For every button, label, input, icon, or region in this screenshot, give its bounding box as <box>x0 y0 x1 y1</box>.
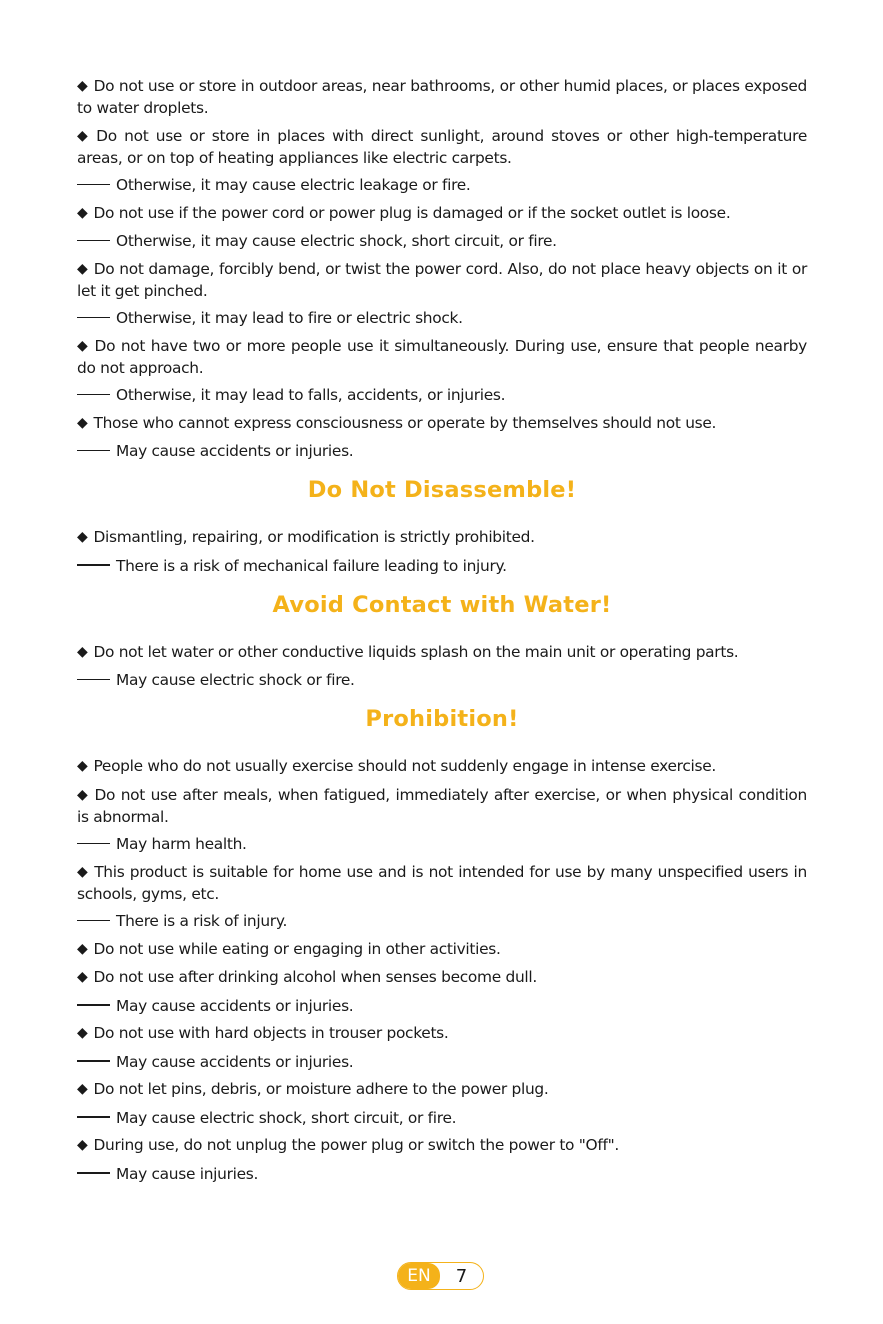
bullet-item: ◆ Do not use while eating or engaging in other activities. <box>77 939 807 961</box>
section-heading: Avoid Contact with Water! <box>272 591 612 618</box>
consequence-note: May cause accidents or injuries. <box>77 441 807 462</box>
page-number: 7 <box>455 1265 468 1287</box>
bullet-item: ◆ Do not use after drinking alcohol when senses become dull. <box>77 967 807 989</box>
bullet-item: ◆ Do not use if the power cord or power plug is damaged or if the socket outlet is loose. <box>77 203 807 225</box>
consequence-note: There is a risk of injury. <box>77 911 807 932</box>
bullet-item: ◆ During use, do not unplug the power plug or switch the power to "Off". <box>77 1135 807 1157</box>
consequence-note: Otherwise, it may lead to falls, accidents, or injuries. <box>77 385 807 406</box>
consequence-note: May cause electric shock or fire. <box>77 670 807 691</box>
prohibition-section <box>77 704 807 1185</box>
bullet-item: ◆ Do not damage, forcibly bend, or twist the power cord. Also, do not place heavy objects on it or let it get pinched. <box>77 259 807 302</box>
bullet-item: ◆ Dismantling, repairing, or modification is strictly prohibited. <box>77 527 807 549</box>
disassemble-section <box>77 475 807 577</box>
manual-page-content <box>77 76 807 1191</box>
bullet-item: ◆ Do not use or store in outdoor areas, near bathrooms, or other humid places, or places exposed to water droplets. <box>77 76 807 119</box>
bullet-item: ◆ Do not use with hard objects in trouser pockets. <box>77 1023 807 1045</box>
consequence-note: Otherwise, it may lead to fire or electric shock. <box>77 308 807 329</box>
bullet-item: ◆ Do not use after meals, when fatigued, immediately after exercise, or when physical condition is abnormal. <box>77 785 807 828</box>
section-heading: Do Not Disassemble! <box>307 477 577 503</box>
bullet-item: ◆ This product is suitable for home use and is not intended for use by many unspecified users in schools, gyms, etc. <box>77 862 807 905</box>
consequence-note: Otherwise, it may cause electric shock, short circuit, or fire. <box>77 231 807 252</box>
bullet-item: ◆ Do not have two or more people use it simultaneously. During use, ensure that people nearby do not approach. <box>77 336 807 379</box>
consequence-note: May cause accidents or injuries. <box>77 996 807 1017</box>
consequence-note: May harm health. <box>77 834 807 855</box>
consequence-note: Otherwise, it may cause electric leakage or fire. <box>77 175 807 196</box>
bullet-item: ◆ Do not use or store in places with direct sunlight, around stoves or other high-temperature areas, or on top of heating appliances like electric carpets. <box>77 126 807 169</box>
general-warnings-section <box>77 76 807 462</box>
bullet-item: ◆ People who do not usually exercise should not suddenly engage in intense exercise. <box>77 756 807 778</box>
language-label: EN <box>398 1263 440 1289</box>
bullet-item: ◆ Do not let pins, debris, or moisture adhere to the power plug. <box>77 1079 807 1101</box>
bullet-item: ◆ Do not let water or other conductive liquids splash on the main unit or operating parts. <box>77 642 807 664</box>
consequence-note: May cause injuries. <box>77 1164 807 1185</box>
section-heading: Prohibition! <box>365 706 519 732</box>
consequence-note: May cause accidents or injuries. <box>77 1052 807 1073</box>
consequence-note: There is a risk of mechanical failure leading to injury. <box>77 556 807 577</box>
page-number-badge <box>397 1262 484 1290</box>
consequence-note: May cause electric shock, short circuit, or fire. <box>77 1108 807 1129</box>
water-section <box>77 590 807 692</box>
bullet-item: ◆ Those who cannot express consciousness or operate by themselves should not use. <box>77 413 807 435</box>
